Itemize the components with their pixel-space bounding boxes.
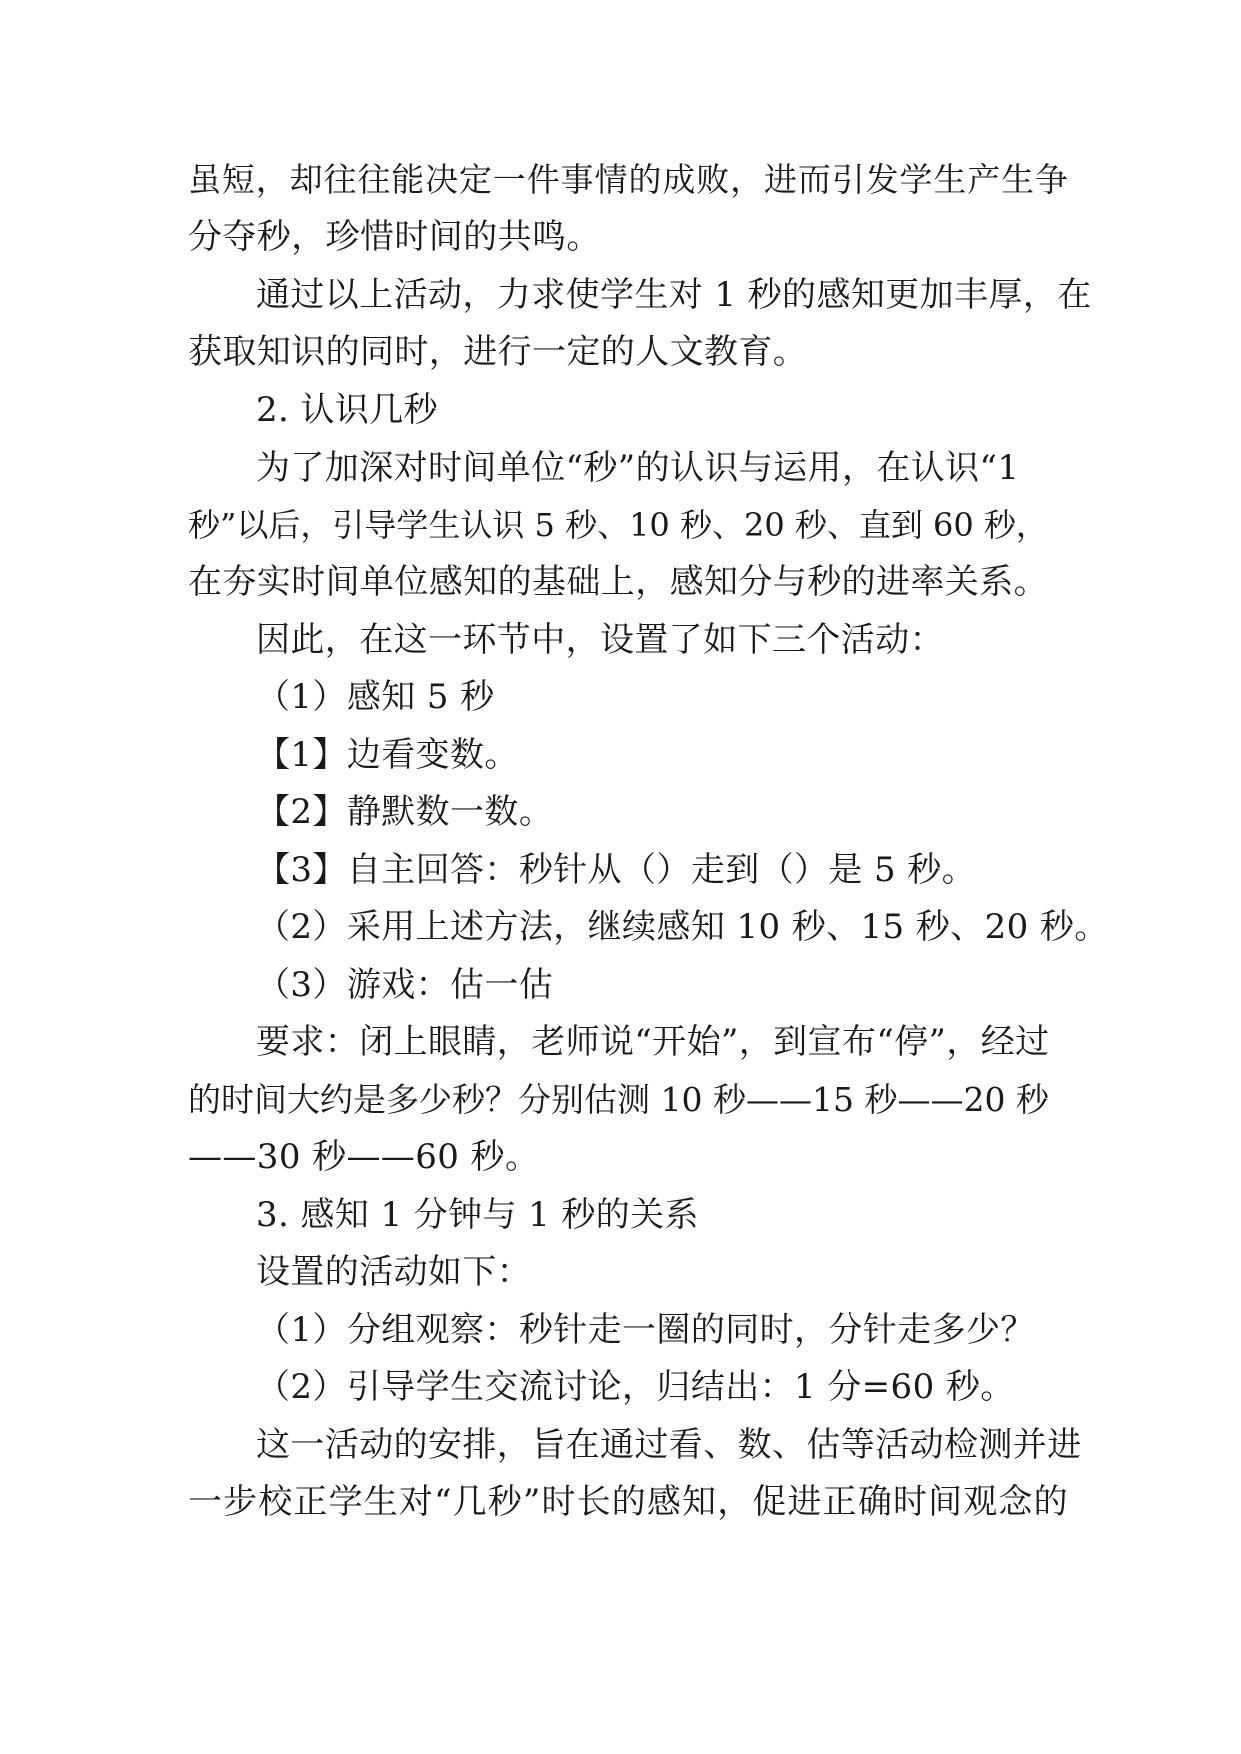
paragraph-line: 在夯实时间单位感知的基础上，感知分与秒的进率关系。 xyxy=(188,562,1048,602)
paragraph-line: 因此，在这一环节中，设置了如下三个活动： xyxy=(256,620,944,660)
list-item: （1）感知 5 秒 xyxy=(256,677,495,717)
paragraph-line: 分夺秒，珍惜时间的共鸣。 xyxy=(188,217,601,257)
paragraph-line: 通过以上活动，力求使学生对 1 秒的感知更加丰厚，在 xyxy=(256,275,1092,315)
list-item: （1）分组观察：秒针走一圈的同时，分针走多少？ xyxy=(256,1310,1035,1350)
list-item: （2）引导学生交流讨论，归结出：1 分=60 秒。 xyxy=(256,1367,1015,1407)
list-item: （3）游戏：估一估 xyxy=(256,965,554,1005)
paragraph-line: 要求：闭上眼睛，老师说“开始”，到宣布“停”，经过 xyxy=(256,1022,1050,1062)
list-item: 【2】静默数一数。 xyxy=(256,792,554,832)
paragraph-line: 的时间大约是多少秒？分别估测 10 秒——15 秒——20 秒 xyxy=(188,1080,1049,1119)
paragraph-line: 一步校正学生对“几秒”时长的感知，促进正确时间观念的 xyxy=(188,1482,1068,1522)
paragraph-line: 这一活动的安排，旨在通过看、数、估等活动检测并进 xyxy=(256,1425,1082,1465)
paragraph-line: ——30 秒——60 秒。 xyxy=(188,1137,540,1177)
list-item: （2）采用上述方法，继续感知 10 秒、15 秒、20 秒。 xyxy=(256,907,1109,947)
list-item: 【3】自主回答：秒针从（）走到（）是 5 秒。 xyxy=(256,850,977,890)
paragraph-line: 获取知识的同时，进行一定的人文教育。 xyxy=(188,332,808,372)
paragraph-line: 设置的活动如下： xyxy=(256,1252,532,1292)
paragraph-line: 为了加深对时间单位“秒”的认识与运用，在认识“1 xyxy=(256,448,1020,488)
paragraph-line: 秒”以后，引导学生认识 5 秒、10 秒、20 秒、直到 60 秒， xyxy=(188,506,1048,544)
list-item: 【1】边看变数。 xyxy=(256,735,519,775)
section-heading: 3. 感知 1 分钟与 1 秒的关系 xyxy=(256,1195,699,1235)
paragraph-line: 虽短，却往往能决定一件事情的成败，进而引发学生产生争 xyxy=(188,160,1068,199)
section-heading: 2. 认识几秒 xyxy=(256,390,439,430)
